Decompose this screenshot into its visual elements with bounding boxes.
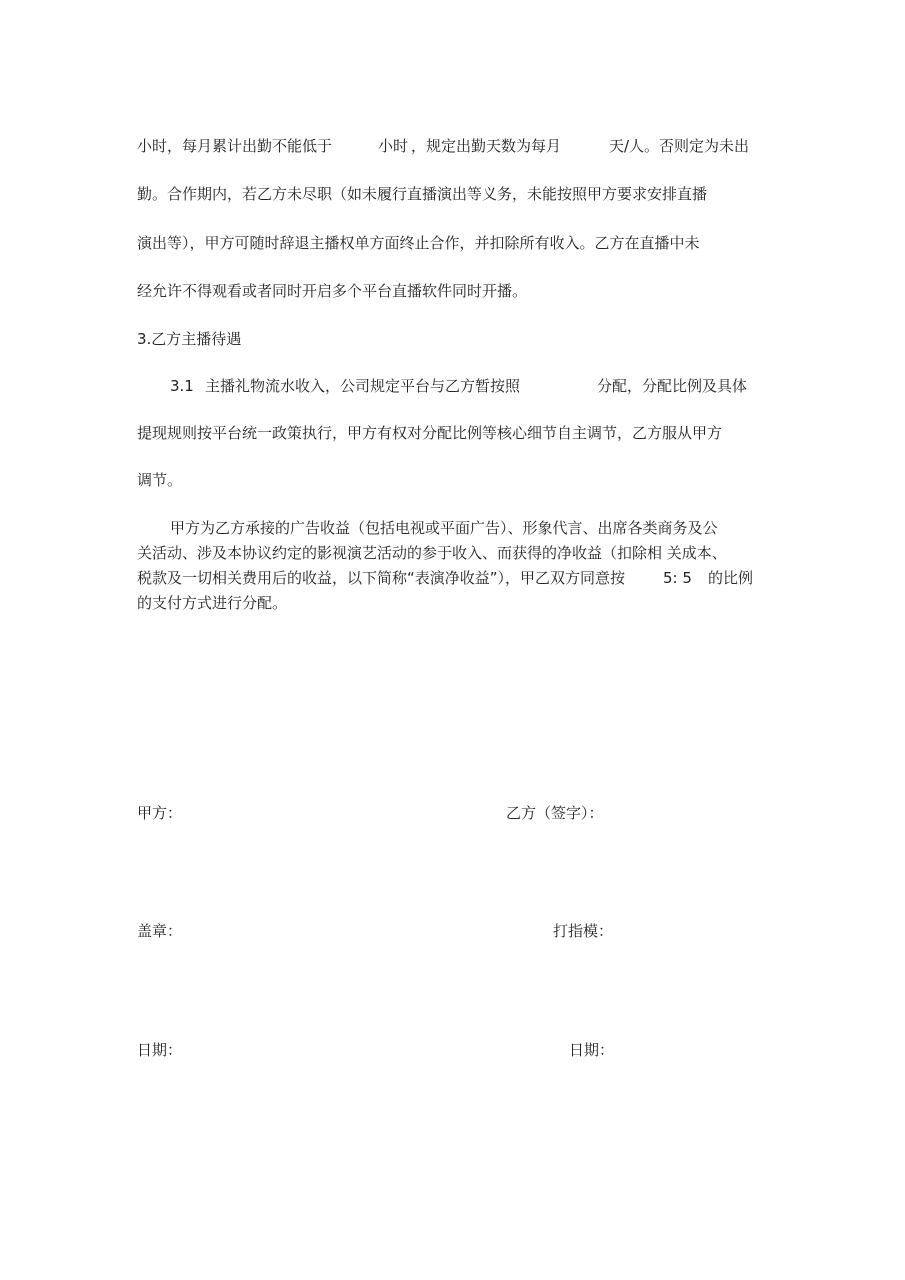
clause-text-b: 分配，分配比例及具体 — [597, 377, 748, 395]
attendance-line1-part3: ，规定出勤天数为每月 — [411, 137, 562, 155]
revenue-line3-ratio: 5: 5 — [663, 569, 692, 587]
fingerprint-label: 打指模： — [553, 922, 614, 940]
clause-number: 3.1 — [170, 377, 194, 395]
attendance-line1-part1: 小时，每月累计出勤不能低于 — [137, 137, 333, 155]
attendance-line3: 演出等），甲方可随时辞退主播权单方面终止合作，并扣除所有收入。乙方在直播中未 — [137, 234, 700, 252]
date-a-label: 日期： — [137, 1041, 183, 1059]
section-3-heading: 3.乙方主播待遇 — [137, 330, 242, 348]
revenue-line1: 甲方为乙方承接的广告收益（包括电视或平面广告）、形象代言、出席各类商务及公 — [170, 519, 718, 537]
revenue-line4: 的支付方式进行分配。 — [137, 594, 288, 612]
party-a-label: 甲方： — [137, 804, 183, 822]
clause-line3: 调节。 — [137, 471, 183, 489]
clause-line2: 提现规则按平台统一政策执行，甲方有权对分配比例等核心细节自主调节，乙方服从甲方 — [137, 424, 723, 442]
attendance-line4: 经允许不得观看或者同时开启多个平台直播软件同时开播。 — [137, 282, 528, 300]
party-b-label: 乙方（签字）： — [506, 804, 604, 822]
attendance-line2: 勤。合作期内，若乙方未尽职（如未履行直播演出等义务，未能按照甲方要求安排直播 — [137, 185, 708, 203]
revenue-line3-b: 的比例 — [708, 569, 754, 587]
revenue-line2: 关活动、涉及本协议约定的影视演艺活动的参于收入、而获得的净收益（扣除相 关成本、 — [137, 544, 727, 562]
revenue-line3-a: 税款及一切相关费用后的收益，以下简称“表演净收益”），甲乙双方同意按 — [137, 569, 626, 587]
attendance-line1-part4: 天/人。否则定为未出 — [609, 137, 750, 155]
seal-label: 盖章： — [137, 922, 183, 940]
clause-text-a: 主播礼物流水收入，公司规定平台与乙方暂按照 — [205, 377, 521, 395]
attendance-line1-part2: 小时 — [378, 137, 409, 155]
date-b-label: 日期： — [569, 1041, 615, 1059]
